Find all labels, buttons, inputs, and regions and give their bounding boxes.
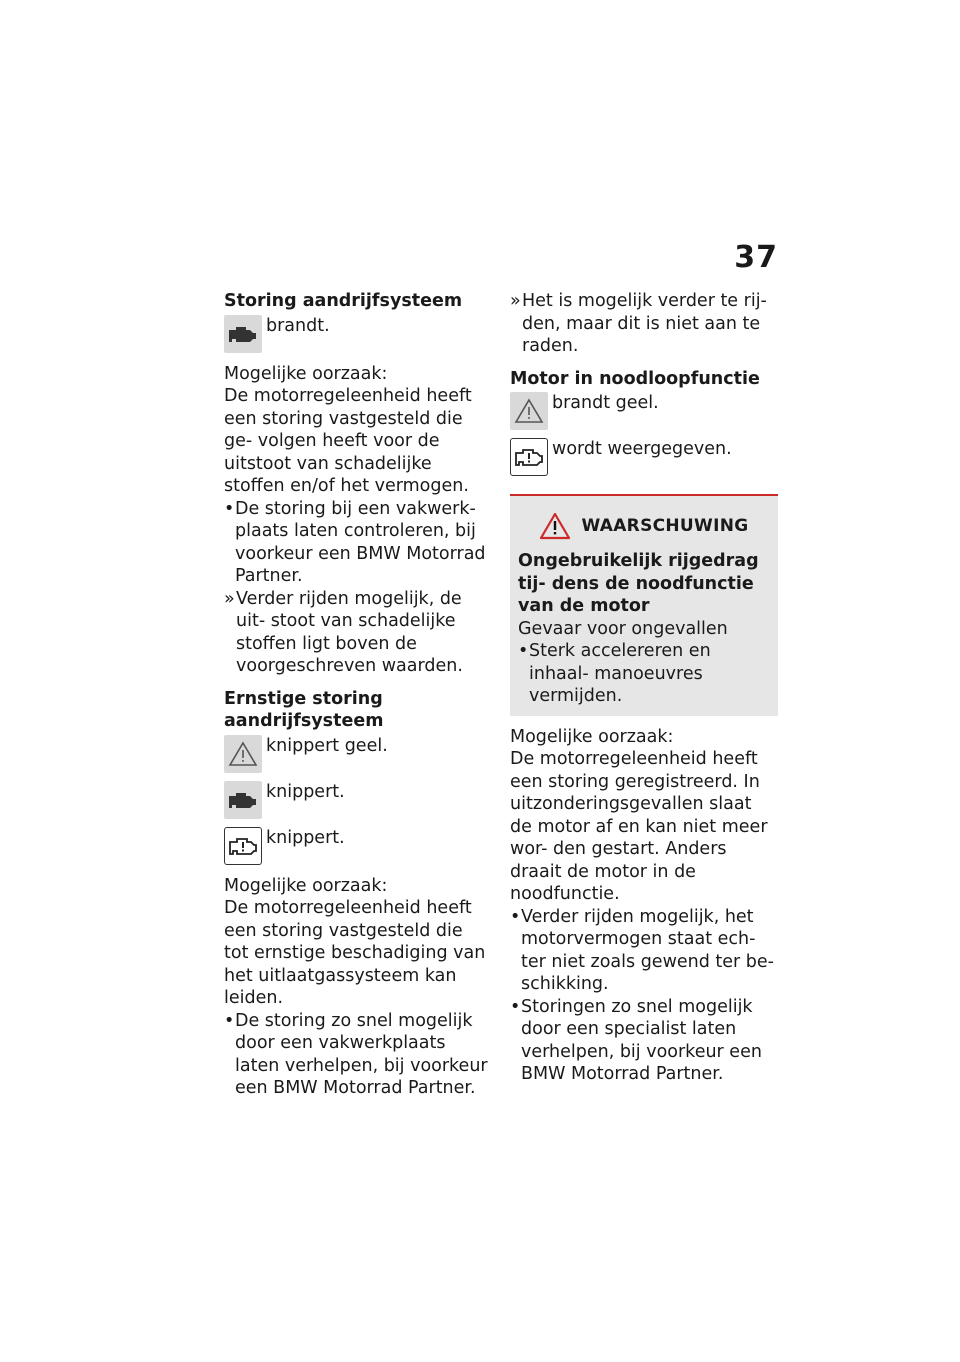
cause-label: Mogelijke oorzaak: xyxy=(224,875,388,896)
list-item: • Verder rijden mogelijk, het motorvermogen staat ech- ter niet zoals gewend ter be- schikking. xyxy=(510,906,778,996)
lamp-status-text: wordt weergegeven. xyxy=(552,439,732,459)
left-column xyxy=(224,290,492,1100)
right-column xyxy=(510,290,778,1086)
list-item: • De storing bij een vakwerk- plaats laten controleren, bij voorkeur een BMW Motorrad Partner. xyxy=(224,498,492,588)
lamp-status-text: knippert. xyxy=(266,827,345,848)
cause-text: De motorregeleenheid heeft een storing geregistreerd. In uitzonderingsgevallen slaat de motor af en kan niet meer wor- den gestart. Anders draait de motor in de noodfunctie. xyxy=(510,749,768,904)
list-item: » Verder rijden mogelijk, de uit- stoot van schadelijke stoffen ligt boven de voorgeschreven waarden. xyxy=(224,588,492,678)
lamp-row xyxy=(224,735,492,773)
lamp-row xyxy=(224,315,492,353)
page-number: 37 xyxy=(734,240,778,275)
lamp-status-text: knippert. xyxy=(266,781,345,802)
action-list xyxy=(510,290,778,358)
warning-box xyxy=(510,494,778,716)
action-list xyxy=(224,498,492,678)
lamp-row xyxy=(510,438,778,476)
lamp-status-text: brandt geel. xyxy=(552,393,659,413)
warning-list xyxy=(518,640,770,708)
warning-triangle-icon xyxy=(510,392,548,430)
action-list xyxy=(224,1010,492,1100)
list-item: • De storing zo snel mogelijk door een vakwerkplaats laten verhelpen, bij voorkeur een BMW Motorrad Partner. xyxy=(224,1010,492,1100)
lamp-row xyxy=(510,392,778,430)
cause-label: Mogelijke oorzaak: xyxy=(224,363,388,384)
cause-text: De motorregeleenheid heeft een storing vastgesteld die ge- volgen heeft voor de uitstoot van schadelijke stoffen en/of het vermogen. xyxy=(224,386,472,496)
lamp-row xyxy=(224,781,492,819)
warning-triangle-icon xyxy=(539,512,571,540)
list-item: » Het is mogelijk verder te rij- den, maar dit is niet aan te raden. xyxy=(510,290,778,358)
warning-title-text: WAARSCHUWING xyxy=(581,515,749,536)
engine-check-icon xyxy=(224,315,262,353)
warning-title xyxy=(518,512,770,540)
section-heading-emergency-mode: Motor in noodloopfunctie xyxy=(510,368,760,389)
section-heading-drive-fault: Storing aandrijfsysteem xyxy=(224,291,463,311)
cause-label: Mogelijke oorzaak: xyxy=(510,726,674,747)
engine-check-icon xyxy=(224,781,262,819)
engine-emergency-icon xyxy=(510,438,548,476)
warning-triangle-icon xyxy=(224,735,262,773)
lamp-status-text: brandt. xyxy=(266,315,330,336)
action-list xyxy=(510,906,778,1086)
cause-text: De motorregeleenheid heeft een storing vastgesteld die tot ernstige beschadiging van het uitlaatgassysteem kan leiden. xyxy=(224,898,486,1008)
list-item: • Sterk accelereren en inhaal- manoeuvres vermijden. xyxy=(518,640,770,708)
list-item: • Storingen zo snel mogelijk door een specialist laten verhelpen, bij voorkeur een BMW Motorrad Partner. xyxy=(510,996,778,1086)
lamp-status-text: knippert geel. xyxy=(266,735,388,756)
warning-text: Gevaar voor ongevallen xyxy=(518,618,728,639)
section-heading-severe-fault: Ernstige storing aandrijfsysteem xyxy=(224,688,384,731)
warning-subtitle: Ongebruikelijk rijgedrag tij- dens de noodfunctie van de motor xyxy=(518,551,759,616)
lamp-row xyxy=(224,827,492,865)
engine-emergency-icon xyxy=(224,827,262,865)
